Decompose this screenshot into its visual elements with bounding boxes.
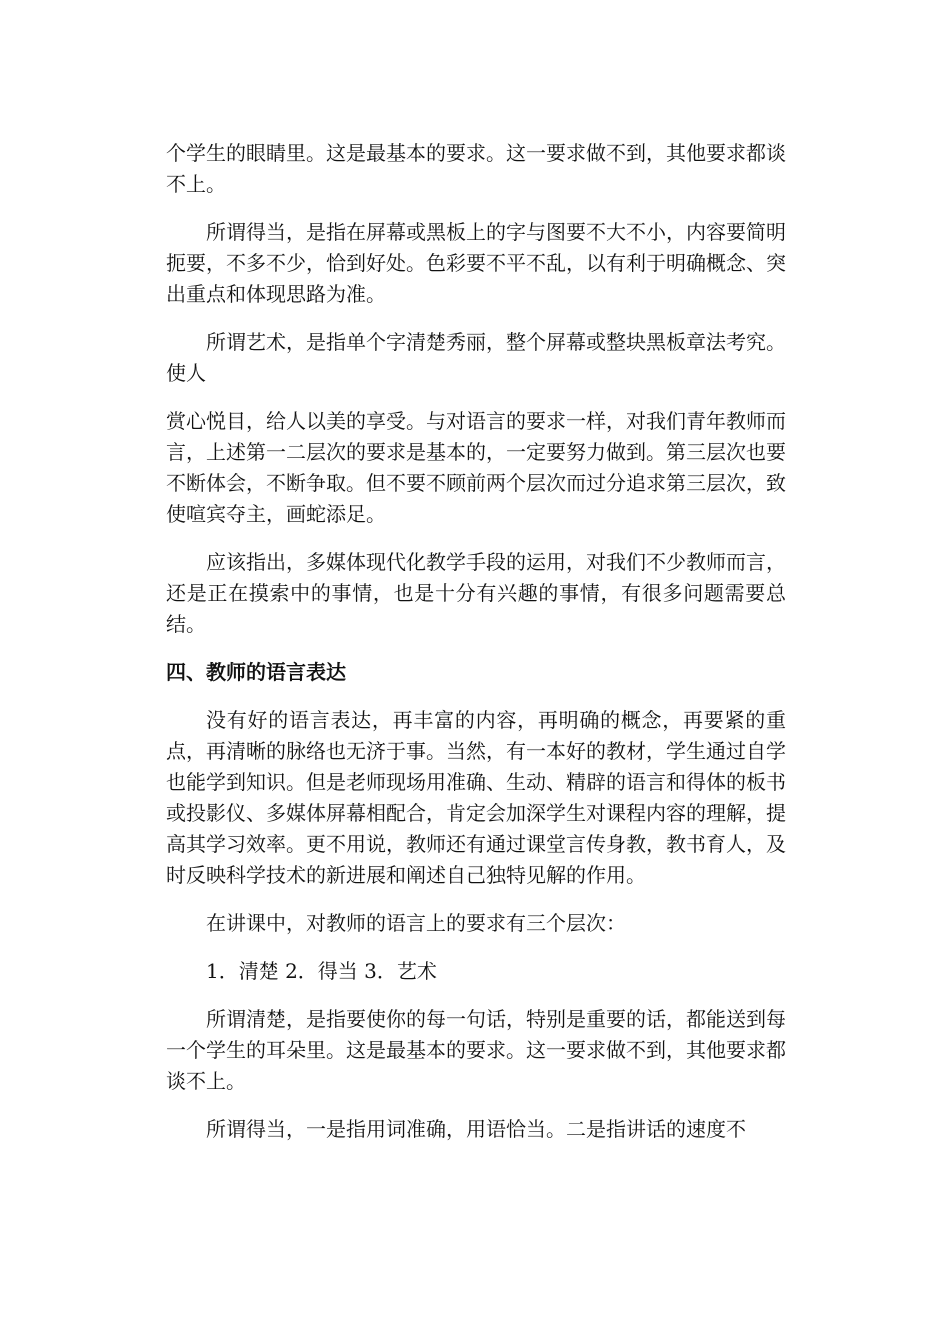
levels-list: 1．清楚 2．得当 3．艺术 [206, 959, 437, 983]
paragraph-art-continued: 赏心悦目，给人以美的享受。与对语言的要求一样，对我们青年教师而言，上述第一二层次的要求是基本的，一定要努力做到。第三层次也要不断体会，不断争取。但不要不顾前两个层次而过分追求第三层次，致使喧宾夺主，画蛇添足。 [166, 409, 786, 526]
paragraph-appropriate-board: 所谓得当，是指在屏幕或黑板上的字与图要不大不小，内容要简明扼要，不多不少，恰到好处。色彩要不平不乱，以有利于明确概念、突出重点和体现思路为准。 [166, 220, 786, 306]
paragraph-multimedia: 应该指出，多媒体现代化教学手段的运用，对我们不少教师而言，还是正在摸索中的事情，也是十分有兴趣的事情，有很多问题需要总结。 [166, 550, 786, 636]
section-heading: 四、教师的语言表达 [166, 660, 346, 684]
paragraph-eyes-requirement: 个学生的眼睛里。这是最基本的要求。这一要求做不到，其他要求都谈不上。 [166, 141, 786, 196]
paragraph-art-board: 所谓艺术，是指单个字清楚秀丽，整个屏幕或整块黑板章法考究。使人 [166, 330, 786, 385]
paragraph-language-expression: 没有好的语言表达，再丰富的内容，再明确的概念，再要紧的重点，再清晰的脉络也无济于事。当然，有一本好的教材，学生通过自学也能学到知识。但是老师现场用准确、生动、精辟的语言和得体的板书或投影仪、多媒体屏幕相配合，肯定会加深学生对课程内容的理解，提高其学习效率。更不用说，教师还有通过课堂言传身教，教书育人，及时反映科学技术的新进展和阐述自己独特见解的作用。 [166, 708, 786, 887]
paragraph-clear: 所谓清楚，是指要使你的每一句话，特别是重要的话，都能送到每一个学生的耳朵里。这是最基本的要求。这一要求做不到，其他要求都谈不上。 [166, 1007, 786, 1093]
document-page [166, 138, 786, 1162]
paragraph-appropriate-speech: 所谓得当，一是指用词准确，用语恰当。二是指讲话的速度不 [206, 1117, 746, 1141]
paragraph-three-levels: 在讲课中，对教师的语言上的要求有三个层次： [206, 911, 626, 935]
